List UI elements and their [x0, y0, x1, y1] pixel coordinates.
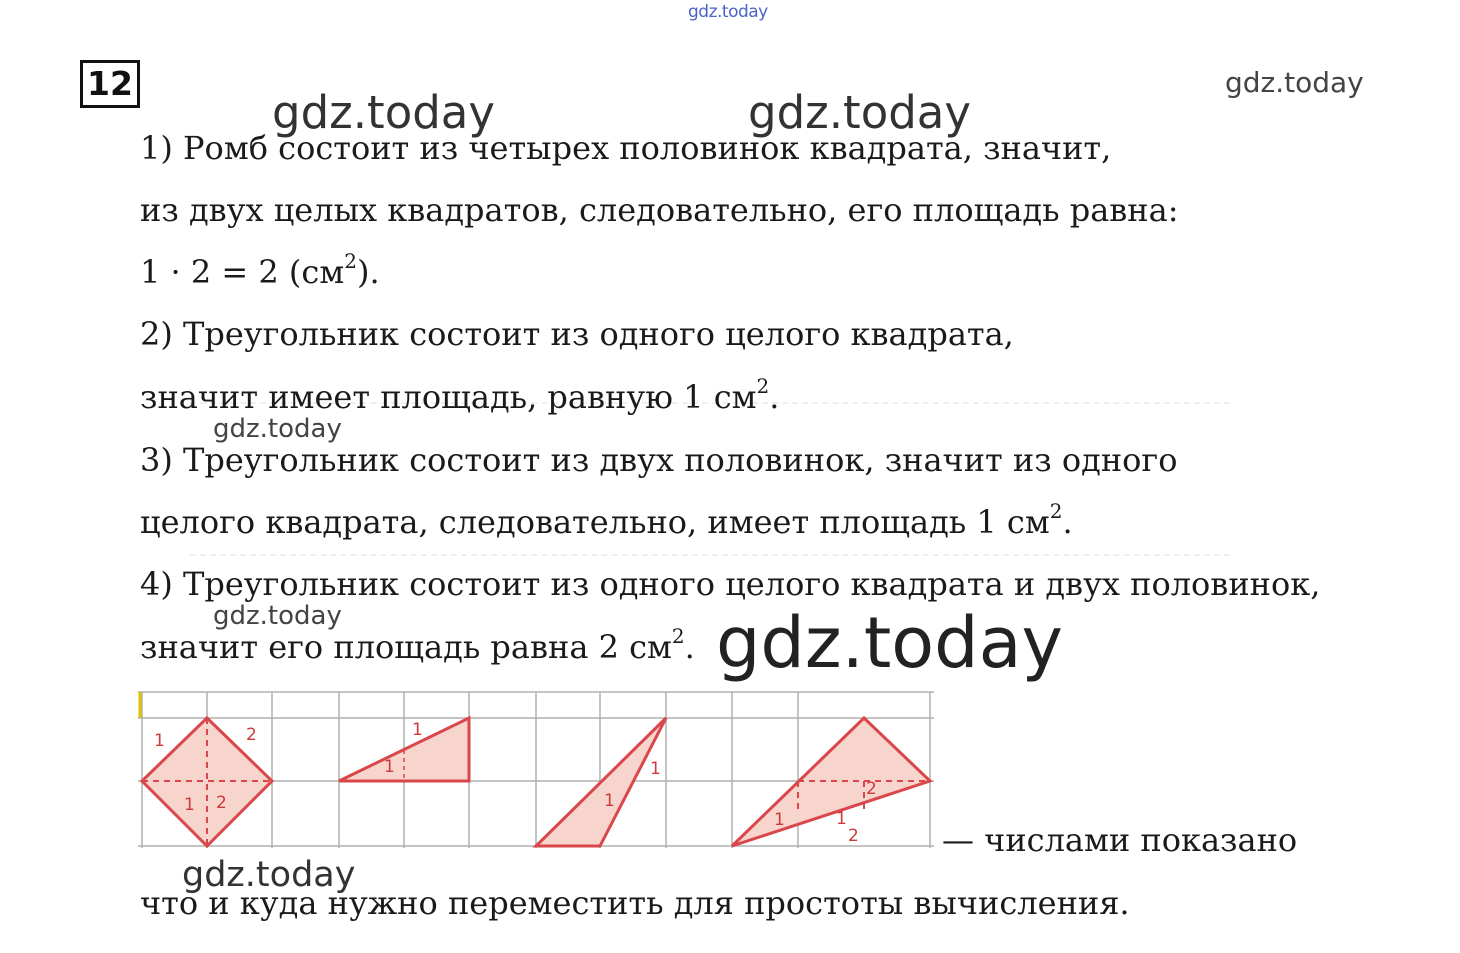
grid-figure — [136, 690, 936, 852]
watermark-small-1: gdz.today — [213, 414, 342, 444]
watermark-large: gdz.today — [716, 602, 1063, 684]
fig-label: 2 — [246, 725, 257, 745]
watermark-center: gdz.today — [748, 86, 972, 139]
fig-label: 1 — [604, 791, 615, 811]
fig-label: 1 — [412, 720, 423, 740]
fig-label: 1 — [154, 731, 165, 751]
watermark-small-2: gdz.today — [213, 601, 342, 631]
text-line-10: — числами показано — [942, 821, 1298, 859]
watermark-bottom: gdz.today — [182, 855, 356, 895]
fig-label: 1 — [836, 809, 847, 829]
text-line-2: из двух целых квадратов, следовательно, его площадь равна: — [140, 191, 1179, 229]
fig-label: 2 — [848, 826, 859, 846]
fig-label: 1 — [650, 759, 661, 779]
watermark-right: gdz.today — [1225, 66, 1364, 99]
fig-label: 1 — [384, 757, 395, 777]
text-line-3: 1 · 2 = 2 $(см^2)$. — [140, 249, 380, 291]
fig-label: 1 — [774, 810, 785, 830]
text-line-9: значит его площадь равна 2 $см^2$. — [140, 624, 695, 666]
text-line-8: 4) Треугольник состоит из одного целого квадрата и двух половинок, — [140, 565, 1321, 603]
triangle-3-shape — [536, 718, 666, 846]
text-line-4: 2) Треугольник состоит из одного целого квадрата, — [140, 315, 1014, 353]
fig-label: 2 — [866, 779, 877, 799]
text-line-1: 1) Ромб состоит из четырех половинок квадрата, значит, — [140, 129, 1112, 167]
watermark-left: gdz.today — [272, 86, 496, 139]
text-line-5: значит имеет площадь, равную 1 $см^2$. — [140, 374, 780, 416]
text-line-11: что и куда нужно переместить для простоты вычисления. — [140, 884, 1130, 922]
text-line-6: 3) Треугольник состоит из двух половинок, значит из одного — [140, 441, 1178, 479]
watermark-top: gdz.today — [688, 2, 768, 22]
task-number: 12 — [80, 60, 140, 108]
fig-label: 2 — [216, 793, 227, 813]
fig-label: 1 — [184, 795, 195, 815]
text-line-7: целого квадрата, следовательно, имеет площадь 1 $см^2$. — [140, 499, 1073, 541]
